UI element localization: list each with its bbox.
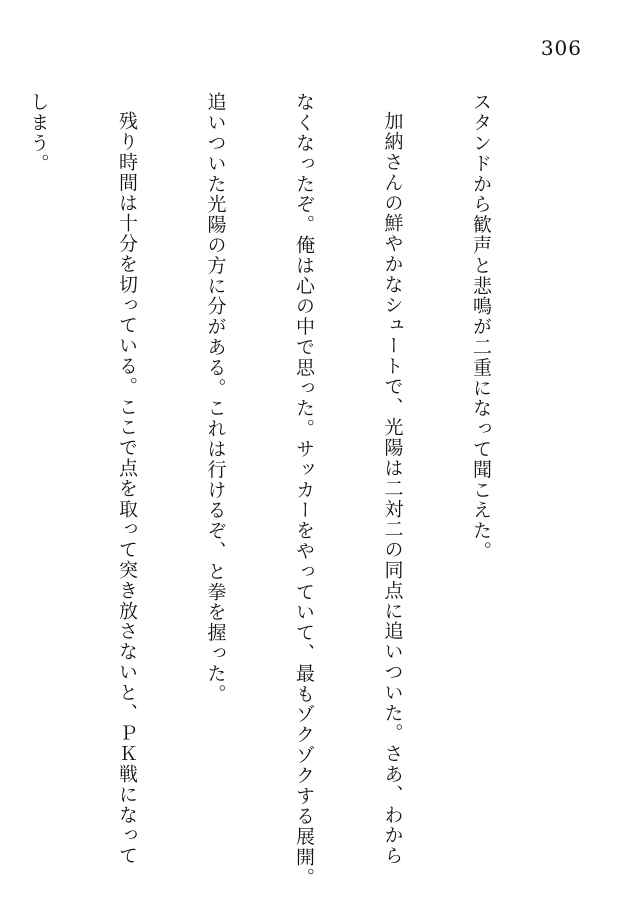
text-line: スタンドから歓声と悲鳴が二重になって聞こえた。	[470, 92, 492, 562]
text-line: しまう。	[27, 92, 50, 174]
text-line: なくなったぞ。俺は心の中で思った。サッカーをやっていて、最もゾクゾクする展開。	[293, 92, 315, 888]
text-line: 残り時間は十分を切っている。ここで点を取って突き放さないと、ＰＫ戦になって	[116, 111, 138, 866]
page-number: 306	[540, 36, 582, 60]
text-line: 追いついた光陽の方に分がある。これは行けるぞ、と拳を握った。	[204, 92, 227, 704]
vertical-text-body	[0, 92, 554, 888]
text-line: 加納さんの鮮やかなシュートで、光陽は二対二の同点に追いついた。さあ、わから	[381, 111, 404, 866]
